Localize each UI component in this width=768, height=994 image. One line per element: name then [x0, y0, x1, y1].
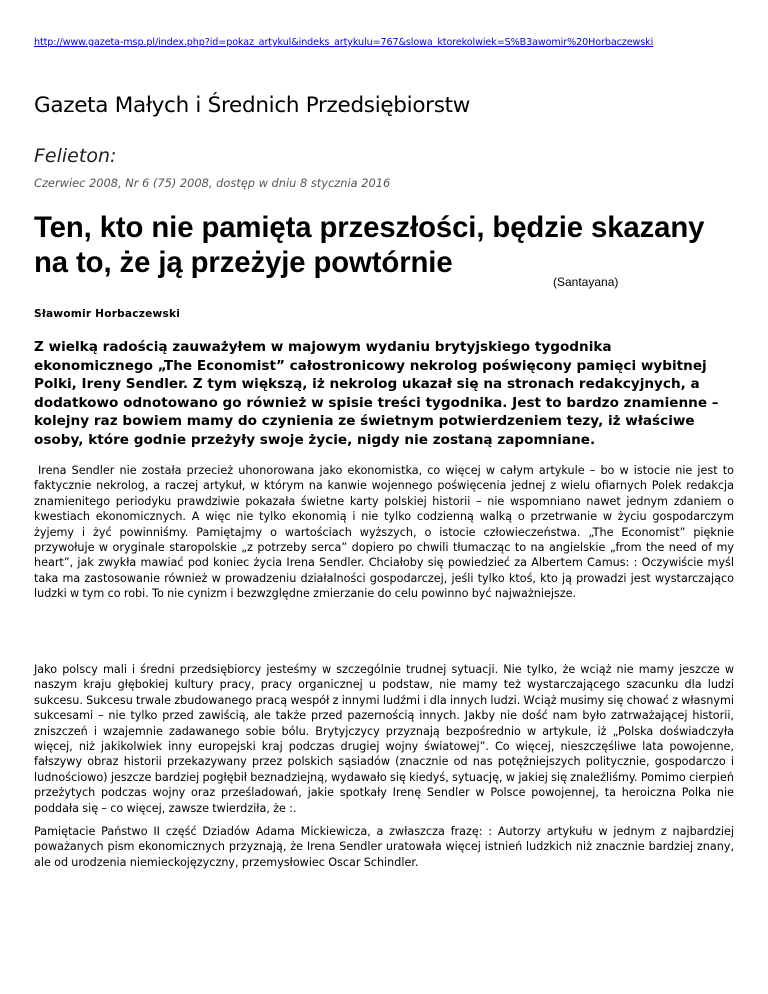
source-url-link[interactable]: http://www.gazeta-msp.pl/index.php?id=pokaz_artykul&indeks_artykulu=767&slowa_ktorekolwiek=S%B3awomir%20Horbaczewski [34, 37, 654, 48]
quote-attribution: (Santayana) [553, 275, 619, 289]
body-paragraph: Pamiętacie Państwo II część Dziadów Adama Mickiewicza, a zwłaszcza frazę: : Autorzy artykułu w jednym z najbardziej poważanych pism ekonomicznych przyznają, że Irena Sendler uratowała więcej istnień ludzkich niż znacznie bardziej znany, ale od urodzenia niemieckojęzyczny, przemysłowiec Oscar Schindler. [34, 825, 734, 869]
body-paragraph: Irena Sendler nie została przecież uhonorowana jako ekonomistka, co więcej w całym artykule – bo w istocie nie jest to faktycznie nekrolog, a raczej artykuł, w którym na kanwie wojennego poświęcenia jednej z wielu ofiarnych Polek redakcja znamienitego periodyku prawdziwie pokazała świetne karty polskiej historii – nie wspomniano nawet jednym zdaniem o kwestiach ekonomicznych. A więc nie tylko ekonomią i nie tylko codzienną walką o przetrwanie w życiu gospodarczym żyjemy i żyć powinniśmy. Pamiętajmy o wartościach wyższych, o istocie człowieczeństwa. „The Economist” pięknie przywołuje w oryginale staropolskie „z potrzeby serca” dopiero po chwili tłumacząc to na angielskie „from the need of my heart”, jak zwykła mawiać pod koniec życia Irena Sendler. Chciałoby się powiedzieć za Albertem Camus: : Oczywiście myśl taka ma zastosowanie również w prowadzeniu działalności gospodarczej, jeśli tylko ktoś, kto ją prowadzi jest wystarczająco ludzki w tym co robi. To nie cynizm i bezwzględne zmierzanie do celu powinno być najważniejsze. [34, 464, 734, 601]
issue-info: Czerwiec 2008, Nr 6 (75) 2008, dostęp w dniu 8 stycznia 2016 [34, 176, 391, 190]
section-label: Felieton: [34, 145, 117, 167]
publication-name: Gazeta Małych i Średnich Przedsiębiorstw [34, 93, 471, 118]
body-paragraph: Jako polscy mali i średni przedsiębiorcy jesteśmy w szczególnie trudnej sytuacji. Nie tylko, że wciąż nie mamy jeszcze w naszym kraju głębokiej kultury pracy, pracy organicznej u podstaw, nie mamy też wystarczającego szacunku dla ludzi sukcesu. Sukcesu trwale zbudowanego pracą wespół z innymi ludźmi i dla innych ludzi. Wciąż musimy się chować z własnymi sukcesami – nie tylko przed zawiścią, ale także przed pazernością innych. Jakby nie dość nam było zatrważającej historii, zniszczeń i wzajemnie zadawanego sobie bólu. Brytyjczycy przyznają bezpośrednio w artykule, iż „Polska doświadczyła więcej, niż jakikolwiek inny europejski kraj podczas drugiej wojny światowej”. Co więcej, nieszczęśliwe lata powojenne, fałszywy obraz historii przekazywany przez polskich sąsiadów (znacznie od nas potężniejszych politycznie, gospodarczo i ludnościowo) jeszcze bardziej pogłębił beznadziejną, wydawało się kiedyś, sytuację, w jakiej się znaleźliśmy. Pomimo cierpień przeżytych podczas wojny oraz prześladowań, jakie spotkały Irenę Sendler w Polsce powojennej, ta heroiczna Polka nie poddała się – co więcej, zawsze twierdziła, że :. [34, 663, 734, 815]
article-title: Ten, kto nie pamięta przeszłości, będzie skazany na to, że ją przeżyje powtórnie [34, 211, 705, 279]
article-author: Sławomir Horbaczewski [34, 308, 181, 320]
article-lead: Z wielką radością zauważyłem w majowym wydaniu brytyjskiego tygodnika ekonomicznego „The Economist” całostronicowy nekrolog poświęcony pamięci wybitnej Polki, Ireny Sendler. Z tym większą, iż nekrolog ukazał się na stronach redakcyjnych, a dodatkowo odnotowano go również w spisie treści tygodnika. Jest to bardzo znamienne – kolejny raz bowiem mamy do czynienia ze świetnym potwierdzeniem tezy, iż właściwe osoby, które godnie przeżyły swoje życie, nigdy nie zostaną zapomniane. [34, 339, 719, 448]
